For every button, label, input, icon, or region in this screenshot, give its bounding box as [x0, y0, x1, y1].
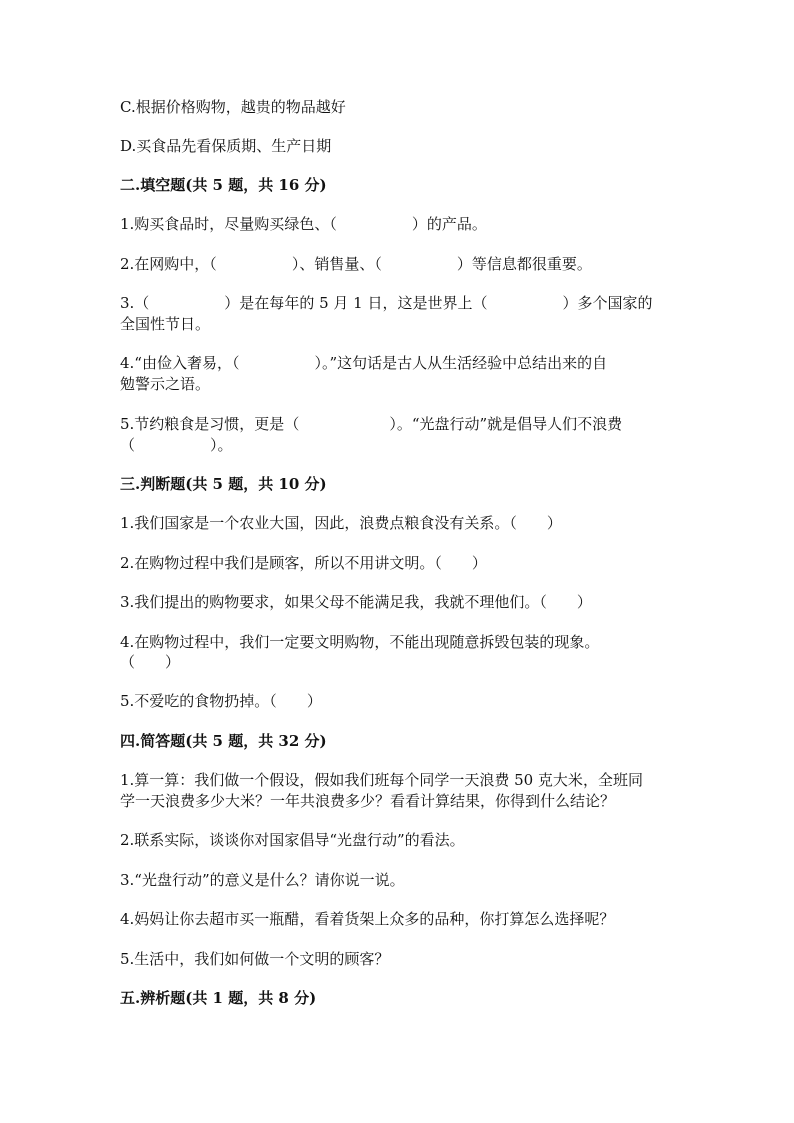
fill-blank-question-1: 1.购买食品时，尽量购买绿色、（ ）的产品。: [120, 215, 487, 233]
option-d: D.买食品先看保质期、生产日期: [120, 137, 332, 155]
short-answer-question-2: 2.联系实际，谈谈你对国家倡导“光盘行动”的看法。: [120, 831, 465, 849]
fill-blank-question-4-line-1: 4.“由俭入奢易，（ ）。”这句话是古人从生活经验中总结出来的自: [120, 354, 608, 372]
section-heading-short-answer: 四.简答题(共 5 题，共 32 分): [120, 732, 327, 750]
true-false-question-5: 5.不爱吃的食物扔掉。（ ）: [120, 692, 322, 710]
fill-blank-question-5-line-1: 5.节约粮食是习惯，更是（ ）。“光盘行动”就是倡导人们不浪费: [120, 415, 623, 433]
true-false-question-2: 2.在购物过程中我们是顾客，所以不用讲文明。（ ）: [120, 554, 487, 572]
section-heading-fill-blank: 二.填空题(共 5 题，共 16 分): [120, 176, 327, 194]
short-answer-question-4: 4.妈妈让你去超市买一瓶醋，看着货架上众多的品种，你打算怎么选择呢？: [120, 910, 615, 928]
short-answer-question-1-line-1: 1.算一算：我们做一个假设，假如我们班每个同学一天浪费 50 克大米，全班同: [120, 771, 643, 789]
true-false-question-4-line-2: （ ）: [120, 653, 181, 671]
short-answer-question-5: 5.生活中，我们如何做一个文明的顾客？: [120, 950, 390, 968]
fill-blank-question-2: 2.在网购中，（ ）、销售量、（ ）等信息都很重要。: [120, 255, 592, 273]
true-false-question-3: 3.我们提出的购物要求，如果父母不能满足我，我就不理他们。（ ）: [120, 593, 592, 611]
true-false-question-4-line-1: 4.在购物过程中，我们一定要文明购物，不能出现随意拆毁包装的现象。: [120, 633, 600, 651]
fill-blank-question-4-line-2: 勉警示之语。: [120, 375, 211, 393]
short-answer-question-3: 3.“光盘行动”的意义是什么？请你说一说。: [120, 871, 405, 889]
section-heading-analysis: 五.辨析题(共 1 题，共 8 分): [120, 989, 317, 1007]
fill-blank-question-3-line-1: 3.（ ）是在每年的 5 月 1 日，这是世界上（ ）多个国家的: [120, 294, 653, 312]
fill-blank-question-5-line-2: （ ）。: [120, 436, 233, 454]
short-answer-question-1-line-2: 学一天浪费多少大米？一年共浪费多少？看看计算结果，你得到什么结论？: [120, 792, 616, 810]
true-false-question-1: 1.我们国家是一个农业大国，因此，浪费点粮食没有关系。（ ）: [120, 514, 562, 532]
option-c: C.根据价格购物，越贵的物品越好: [120, 98, 346, 116]
fill-blank-question-3-line-2: 全国性节日。: [120, 315, 211, 333]
section-heading-true-false: 三.判断题(共 5 题，共 10 分): [120, 475, 327, 493]
